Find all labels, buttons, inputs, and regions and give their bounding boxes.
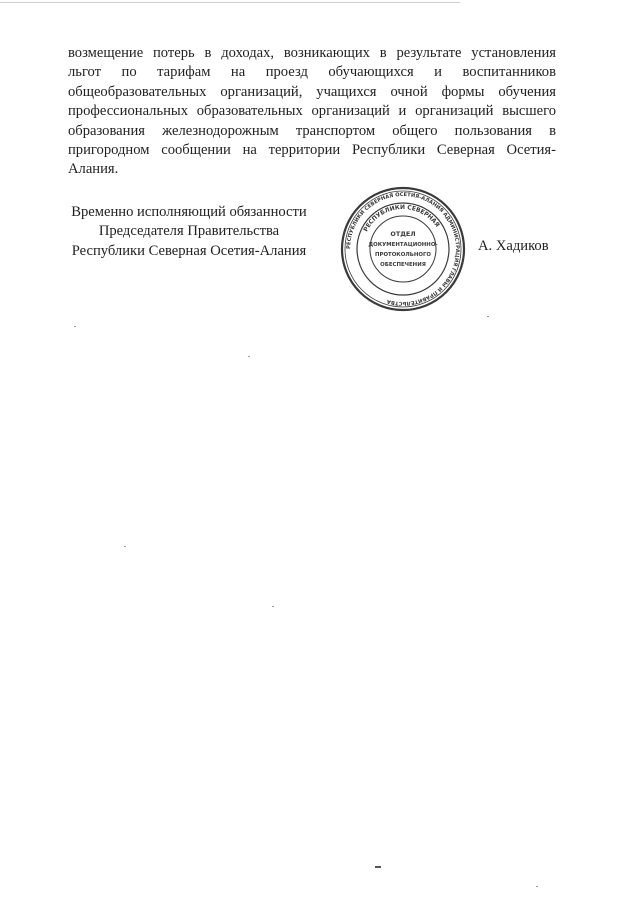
official-stamp-seal [340,186,466,312]
signatory-title-line: Председателя Правительства [98,223,280,240]
signatory-title-line: Временно исполняющий обязанности [71,204,307,220]
paragraph-line: льгот по тарифам на проезд обучающихся и воспитанников [68,64,556,81]
scan-speck [74,326,76,327]
stamp-center-line: ОТДЕЛ [390,230,416,238]
scan-speck [487,316,489,317]
scan-speck [536,886,538,887]
stamp-center-line: ПРОТОКОЛЬНОГО [375,252,431,258]
stamp-inner-text: РЕСПУБЛИКИ СЕВЕРНАЯ [362,203,441,233]
paragraph-line: образования железнодорожным транспортом общего пользования в [68,122,556,139]
scan-speck [248,356,250,357]
scan-edge-line [0,2,460,3]
signatory-name: А. Хадиков [478,238,549,254]
stamp-center-line: ДОКУМЕНТАЦИОННО- [368,242,438,248]
body-paragraph [68,44,556,180]
stamp-middle-ring [357,203,449,295]
stamp-center-line: ОБЕСПЕЧЕНИЯ [380,262,426,268]
paragraph-line: общеобразовательных организаций, учащихся очной формы обучения [68,83,556,100]
stamp-inner-ring [370,216,436,282]
scan-mark [375,866,381,868]
paragraph-line: возмещение потерь в доходах, возникающих в результате установления [68,45,556,61]
signatory-title-line: Республики Северная Осетия-Алания [71,242,307,259]
paragraph-line: пригородном сообщении на территории Республики Северная Осетия- [68,142,556,159]
paragraph-line: Алания. [68,161,119,178]
stamp-outer-text: РЕСПУБЛИКИ СЕВЕРНАЯ ОСЕТИЯ-АЛАНИЯ АДМИНИСТРАЦИЯ ГЛАВЫ И ПРАВИТЕЛЬСТВА [345,191,461,307]
paragraph-line: профессиональных образовательных организаций и организаций высшего [68,103,556,120]
signatory-title [58,203,320,261]
scan-speck [272,606,274,607]
scan-speck [124,546,126,547]
